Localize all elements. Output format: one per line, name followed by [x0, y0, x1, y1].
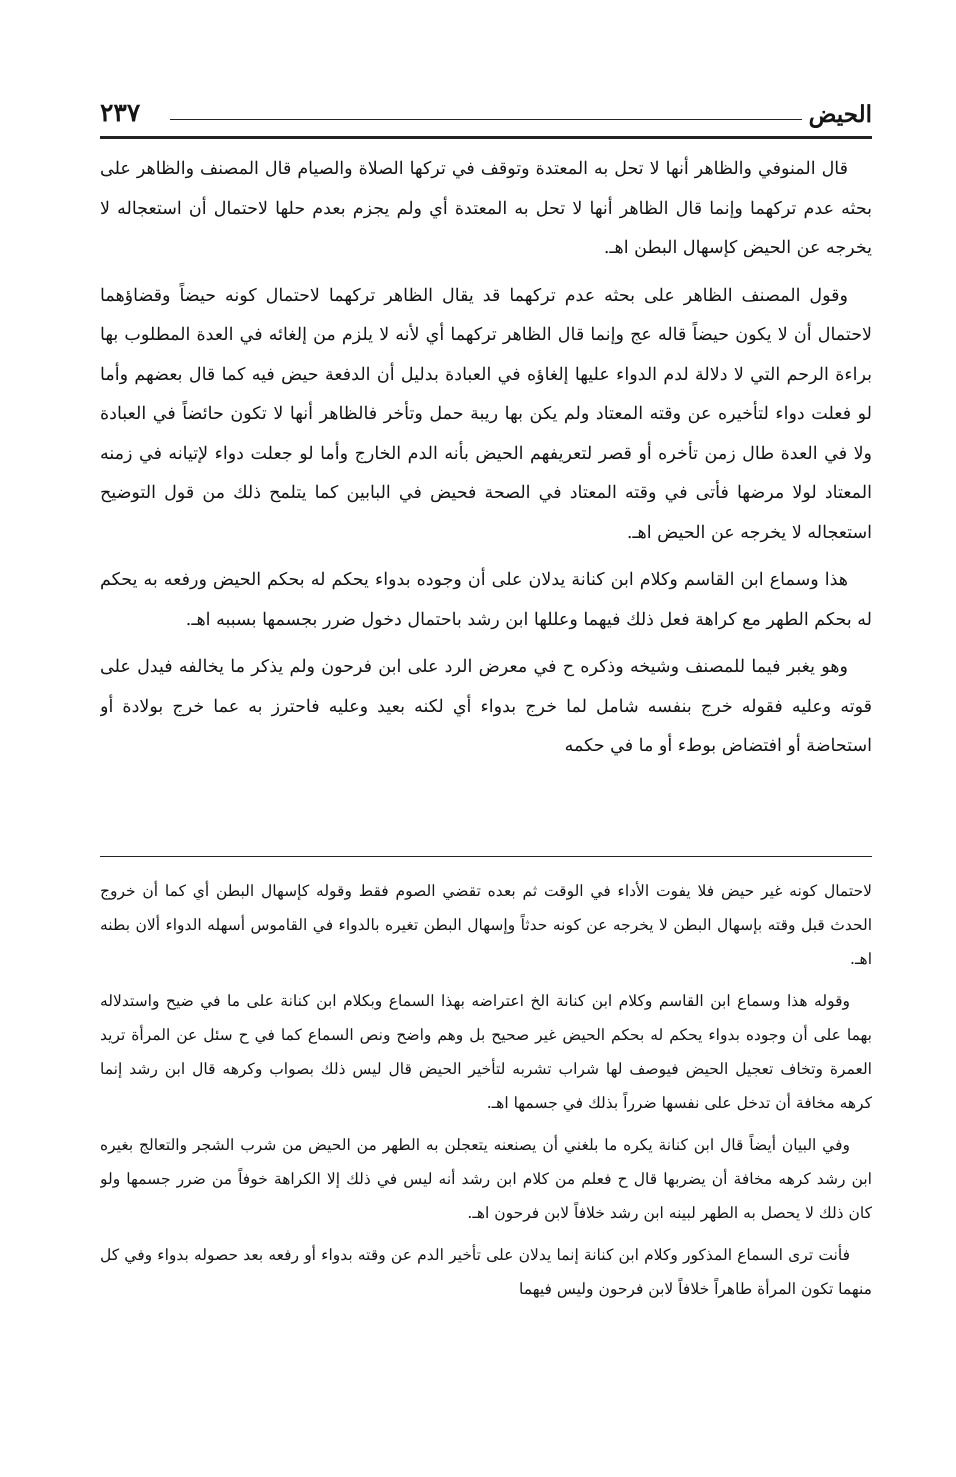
footnote-paragraph-3: وفي البيان أيضاً قال ابن كنانة يكره ما بلغني أن يصنعنه يتعجلن به الطهر من الحيض من شرب الشجر والتعالج بغيره ابن رشد كرهه مخافة أن يضربها قال ح فعلم من كلام ابن رشد أنه ليس في ذلك إلا الكراهة خوفاً من ضرر جسمها ولو كان ذلك لا يحصل به الطهر لبينه ابن رشد خلافاً لابن فرحون اهـ.: [100, 1136, 872, 1222]
footnotes-section: [100, 874, 872, 1404]
main-text-body: [100, 150, 872, 840]
main-paragraph-1: قال المنوفي والظاهر أنها لا تحل به المعتدة وتوقف في تركها الصلاة والصيام قال المصنف والظاهر على بحثه عدم تركهما وإنما قال الظاهر أنها لا تحل به المعتدة أي ولم يجزم بعدم حلها لاحتمال أن استعجاله لا يخرجه عن الحيض كإسهال البطن اهـ.: [100, 159, 872, 258]
main-paragraph-2: وقول المصنف الظاهر على بحثه عدم تركهما قد يقال الظاهر تركهما لاحتمال كونه حيضاً وقضاؤهما لاحتمال أن لا يكون حيضاً قاله عج وإنما قال الظاهر تركهما أي لأنه لا يلزم من إلغائه في العدة المطلوب بها براءة الرحم التي لا دلالة لدم الدواء عليها إلغاؤه في العبادة بدليل أن الدفعة حيض فيه كما قال بعضهم وأما لو فعلت دواء لتأخيره عن وقته المعتاد ولم يكن بها ريبة حمل وتأخر فالظاهر أنها لا تكون حائضاً في العبادة ولا في العدة طال زمن تأخره أو قصر لتعريفهم الحيض بأنه الدم الخارج وأما لو جعلت دواء لإتيانه في زمنه المعتاد لولا مرضها فأتى في وقته المعتاد في الصحة فحيض في البابين كما يتلمح ذلك من قول التوضيح استعجاله لا يخرجه عن الحيض اهـ.: [100, 285, 872, 543]
header-divider: [100, 136, 872, 139]
page-number: ٢٣٧: [100, 98, 141, 127]
running-head: [100, 92, 872, 132]
main-paragraph-4: وهو يغبر فيما للمصنف وشيخه وذكره ح في معرض الرد على ابن فرحون ولم يذكر ما يخالفه فيدل على قوته وعليه فقوله خرج بنفسه شامل لما خرج بدواء أي لكنه بعيد وعليه فاحترز به عما خرج بولادة أو استحاضة أو افتضاض بوطء أو ما في حكمه: [100, 657, 872, 756]
footnote-paragraph-1: لاحتمال كونه غير حيض فلا يفوت الأداء في الوقت ثم بعده تقضي الصوم فقط وقوله كإسهال البطن أي كما أن خروج الحدث قبل وقته بإسهال البطن لا يخرجه عن كونه حدثاً وإسهال البطن تغيره بالدواء في القاموس أسهله الدواء ألان بطنه اهـ.: [100, 882, 872, 968]
footnote-paragraph-2: وقوله هذا وسماع ابن القاسم وكلام ابن كنانة الخ اعتراضه بهذا السماع وبكلام ابن كنانة على ما في ضيح واستدلاله بهما على أن وجوده بدواء يحكم له بحكم الحيض غير صحيح بل وهم واضح ونص السماع كما في ح سئل عن المرأة تريد العمرة وتخاف تعجيل الحيض فيوصف لها شراب تشربه لتأخير الحيض قال ليس ذلك بصواب وكرهه قال ابن رشد إنما كرهه مخافة أن تدخل على نفسها ضرراً بذلك في جسمها اهـ.: [100, 992, 872, 1112]
footnote-divider: [100, 856, 872, 857]
main-paragraph-3: هذا وسماع ابن القاسم وكلام ابن كنانة يدلان على أن وجوده بدواء يحكم له بحكم الحيض ورفعه به يحكم له بحكم الطهر مع كراهة فعل ذلك فيهما وعللها ابن رشد باحتمال دخول ضرر بجسمها بسببه اهـ.: [100, 570, 872, 630]
footnote-paragraph-4: فأنت ترى السماع المذكور وكلام ابن كنانة إنما يدلان على تأخير الدم عن وقته بدواء أو رفعه بعد حصوله بدواء وفي كل منهما تكون المرأة طاهراً خلافاً لابن فرحون وليس فيهما: [100, 1246, 872, 1298]
header-rule-line: [170, 119, 802, 120]
book-page: [100, 92, 872, 1412]
chapter-title: الحيض: [808, 101, 872, 128]
